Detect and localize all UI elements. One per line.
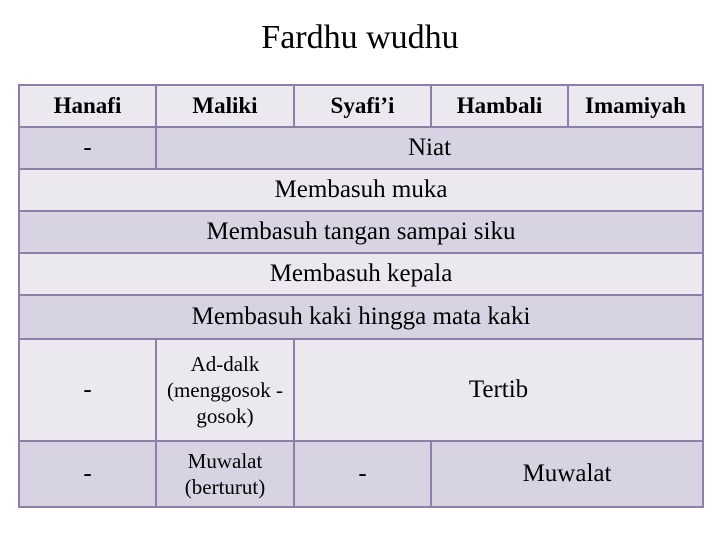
membasuh-muka-cell: Membasuh muka (20, 170, 702, 210)
niat-cell: Niat (157, 128, 702, 168)
muwalat-hanafi-cell: - (20, 442, 155, 506)
muwalat-maliki-cell: Muwalat (berturut) (157, 442, 293, 506)
fardhu-wudhu-table (18, 84, 704, 508)
muwalat-cell: Muwalat (432, 442, 702, 506)
page-title: Fardhu wudhu (261, 19, 459, 56)
header-syafii: Syafi’i (295, 86, 430, 126)
tertib-hanafi-cell: - (20, 340, 155, 440)
header-hanafi: Hanafi (20, 86, 155, 126)
niat-hanafi-cell: - (20, 128, 155, 168)
muwalat-syafii-cell: - (295, 442, 430, 506)
membasuh-tangan-cell: Membasuh tangan sampai siku (20, 212, 702, 252)
ad-dalk-cell: Ad-dalk (menggosok -gosok) (157, 340, 293, 440)
membasuh-kaki-cell: Membasuh kaki hingga mata kaki (20, 296, 702, 338)
membasuh-kepala-cell: Membasuh kepala (20, 254, 702, 294)
tertib-cell: Tertib (295, 340, 702, 440)
header-imamiyah: Imamiyah (569, 86, 702, 126)
header-hambali: Hambali (432, 86, 567, 126)
header-maliki: Maliki (157, 86, 293, 126)
